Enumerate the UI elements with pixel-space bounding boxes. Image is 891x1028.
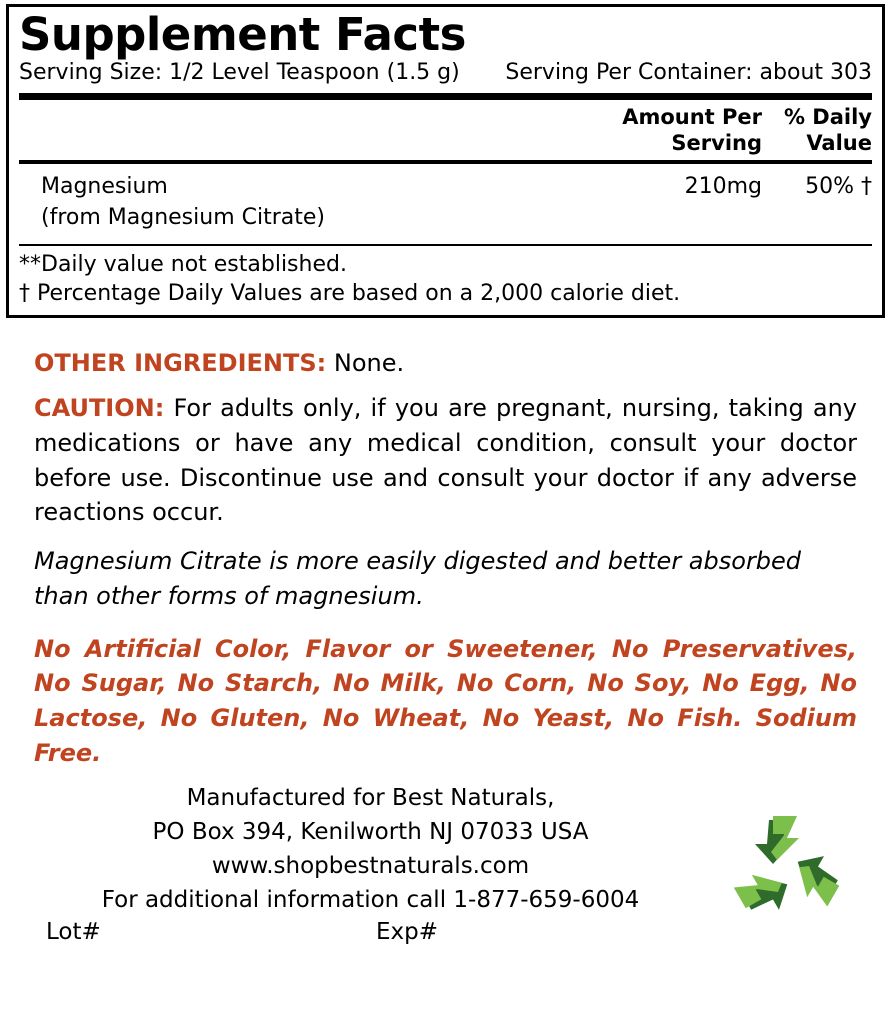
amount-header-line1: Amount Per <box>622 104 762 129</box>
other-ingredients-text: None. <box>333 349 405 378</box>
footnote-percentage-daily-values: † Percentage Daily Values are based on a 2,000 calorie diet. <box>19 281 681 307</box>
table-row <box>19 164 872 244</box>
dv-header-line2: Value <box>806 130 872 155</box>
recycle-icon <box>711 812 861 927</box>
daily-value-header <box>762 104 872 157</box>
phone-line: For additional information call 1-877-659-6004 <box>101 886 640 913</box>
serving-size: Serving Size: 1/2 Level Teaspoon (1.5 g) <box>19 60 460 86</box>
lot-label: Lot# <box>46 919 101 945</box>
dv-header-line1: % Daily <box>783 104 872 129</box>
caution-text: For adults only, if you are pregnant, nursing, taking any medications or have any medical condition, consult your doctor before use. Discontinue use and consult your doctor if any adverse reactions occur. <box>34 393 857 527</box>
caution-paragraph <box>34 391 857 530</box>
other-ingredients-heading: OTHER INGREDIENTS: <box>34 349 327 378</box>
amount-header-line2: Serving <box>671 130 762 155</box>
servings-per-container: Serving Per Container: about 303 <box>505 60 872 86</box>
footnote-daily-value-not-established: **Daily value not established. <box>19 251 347 277</box>
serving-info-row <box>19 60 872 90</box>
supplement-facts-panel <box>6 4 885 318</box>
label-footer <box>0 781 891 945</box>
footnotes <box>19 246 872 315</box>
address-line: PO Box 394, Kenilworth NJ 07033 USA <box>152 818 589 845</box>
amount-per-serving-header <box>587 104 762 157</box>
supplement-label <box>0 4 891 1028</box>
nutrient-amount: 210mg <box>684 174 762 200</box>
column-headers <box>19 100 872 161</box>
divider-thick-top <box>19 93 872 100</box>
benefit-note: Magnesium Citrate is more easily digested and better absorbed than other forms of magnesium. <box>34 547 802 610</box>
label-body <box>0 318 891 771</box>
free-claims: No Artificial Color, Flavor or Sweetener, No Preservatives, No Sugar, No Starch, No Milk, No Corn, No Soy, No Egg, No Lactose, No Gluten, No Wheat, No Yeast, No Fish. Sodium Free. <box>34 634 857 768</box>
exp-label: Exp# <box>376 919 439 945</box>
nutrient-daily-value: 50% † <box>805 174 872 200</box>
website-line[interactable]: www.shopbestnaturals.com <box>211 852 530 879</box>
panel-title: Supplement Facts <box>19 8 466 61</box>
nutrient-name-line2: (from Magnesium Citrate) <box>41 204 325 230</box>
other-ingredients-paragraph <box>34 346 857 381</box>
nutrient-name <box>19 172 587 234</box>
caution-heading: CAUTION: <box>34 393 165 422</box>
manufacturer-line: Manufactured for Best Naturals, <box>186 784 555 811</box>
nutrient-name-line1: Magnesium <box>41 174 168 200</box>
